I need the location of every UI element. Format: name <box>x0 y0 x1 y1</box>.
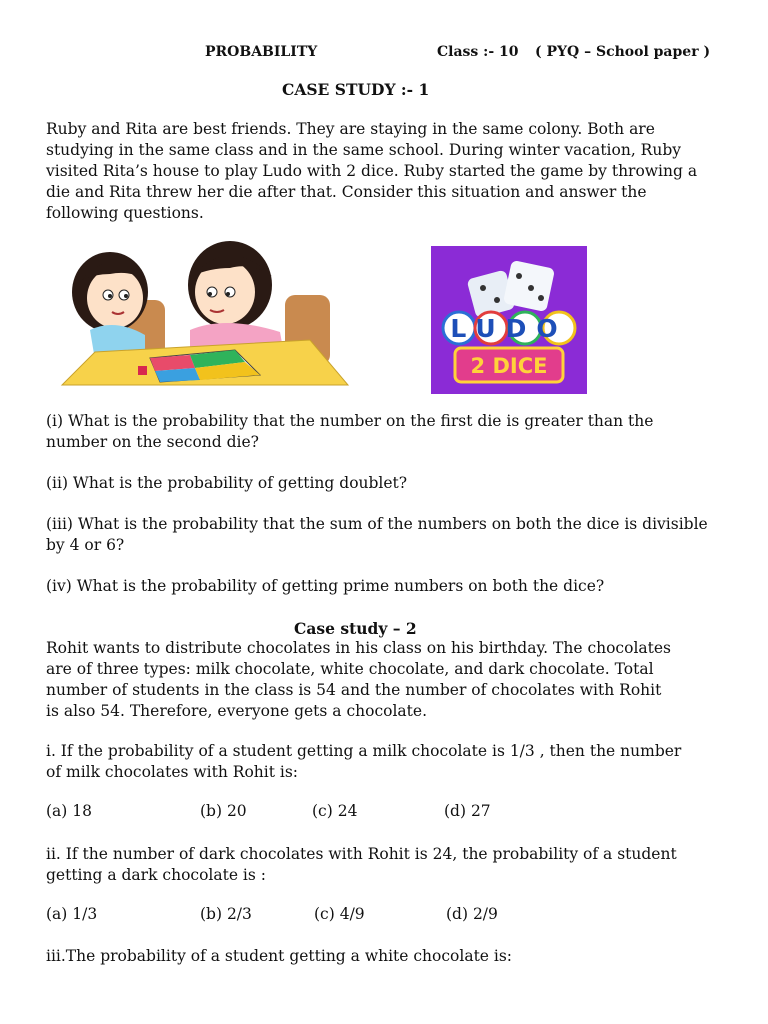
question-iii <box>46 514 736 556</box>
case2-question-iii <box>46 946 736 967</box>
case-study-1-intro <box>46 119 736 224</box>
logo-subtitle: 2 DICE <box>470 354 548 378</box>
question-line: by 4 or 6? <box>46 536 125 554</box>
option-c: (c) 4/9 <box>314 905 365 923</box>
question-line: number on the second die? <box>46 433 259 451</box>
source-label: ( PYQ – School paper ) <box>535 44 711 60</box>
logo-word: LUDO <box>450 314 568 343</box>
question-line: (iv) What is the probability of getting prime numbers on both the dice? <box>46 577 605 595</box>
intro-line: number of students in the class is 54 and the number of chocolates with Rohit <box>46 681 662 699</box>
question-line: of milk chocolates with Rohit is: <box>46 763 299 781</box>
question-line: getting a dark chocolate is : <box>46 866 266 884</box>
intro-line: Rohit wants to distribute chocolates in his class on his birthday. The chocolates <box>46 639 672 657</box>
case-study-2-title: Case study – 2 <box>294 619 417 638</box>
case-study-2-intro <box>46 638 736 722</box>
intro-line: are of three types: milk chocolate, white chocolate, and dark chocolate. Total <box>46 660 654 678</box>
logo-word-badges <box>443 312 575 344</box>
option-a: (a) 18 <box>46 802 92 820</box>
girl-left <box>72 252 148 360</box>
case2-question-i <box>46 741 736 783</box>
subject-heading: PROBABILITY <box>205 44 318 60</box>
intro-line: studying in the same class and in the same school. During winter vacation, Ruby <box>46 141 682 159</box>
intro-line: Ruby and Rita are best friends. They are staying in the same colony. Both are <box>46 120 655 138</box>
intro-line: die and Rita threw her die after that. Consider this situation and answer the <box>46 183 647 201</box>
question-line: ii. If the number of dark chocolates with Rohit is 24, the probability of a student <box>46 845 677 863</box>
intro-line: is also 54. Therefore, everyone gets a chocolate. <box>46 702 427 720</box>
ludo-2-dice-logo <box>431 246 587 394</box>
question-i <box>46 411 736 453</box>
question-line: (ii) What is the probability of getting doublet? <box>46 474 408 492</box>
option-b: (b) 20 <box>200 802 247 820</box>
option-d: (d) 27 <box>444 802 491 820</box>
die <box>138 366 147 375</box>
question-line: i. If the probability of a student getting a milk chocolate is 1/3 , then the number <box>46 742 682 760</box>
question-line: iii.The probability of a student getting a white chocolate is: <box>46 947 513 965</box>
option-c: (c) 24 <box>312 802 358 820</box>
question-line: (i) What is the probability that the number on the first die is greater than the <box>46 412 654 430</box>
intro-line: following questions. <box>46 204 204 222</box>
question-iv <box>46 576 736 597</box>
question-line: (iii) What is the probability that the sum of the numbers on both the dice is divisible <box>46 515 708 533</box>
intro-line: visited Rita’s house to play Ludo with 2 dice. Ruby started the game by throwing a <box>46 162 698 180</box>
class-label: Class :- 10 <box>437 44 519 60</box>
girls-playing-ludo-illustration <box>60 240 350 388</box>
option-a: (a) 1/3 <box>46 905 98 923</box>
case-study-1-title: CASE STUDY :- 1 <box>282 80 430 99</box>
question-ii <box>46 473 736 494</box>
option-b: (b) 2/3 <box>200 905 252 923</box>
option-d: (d) 2/9 <box>446 905 498 923</box>
case2-question-ii <box>46 844 736 886</box>
